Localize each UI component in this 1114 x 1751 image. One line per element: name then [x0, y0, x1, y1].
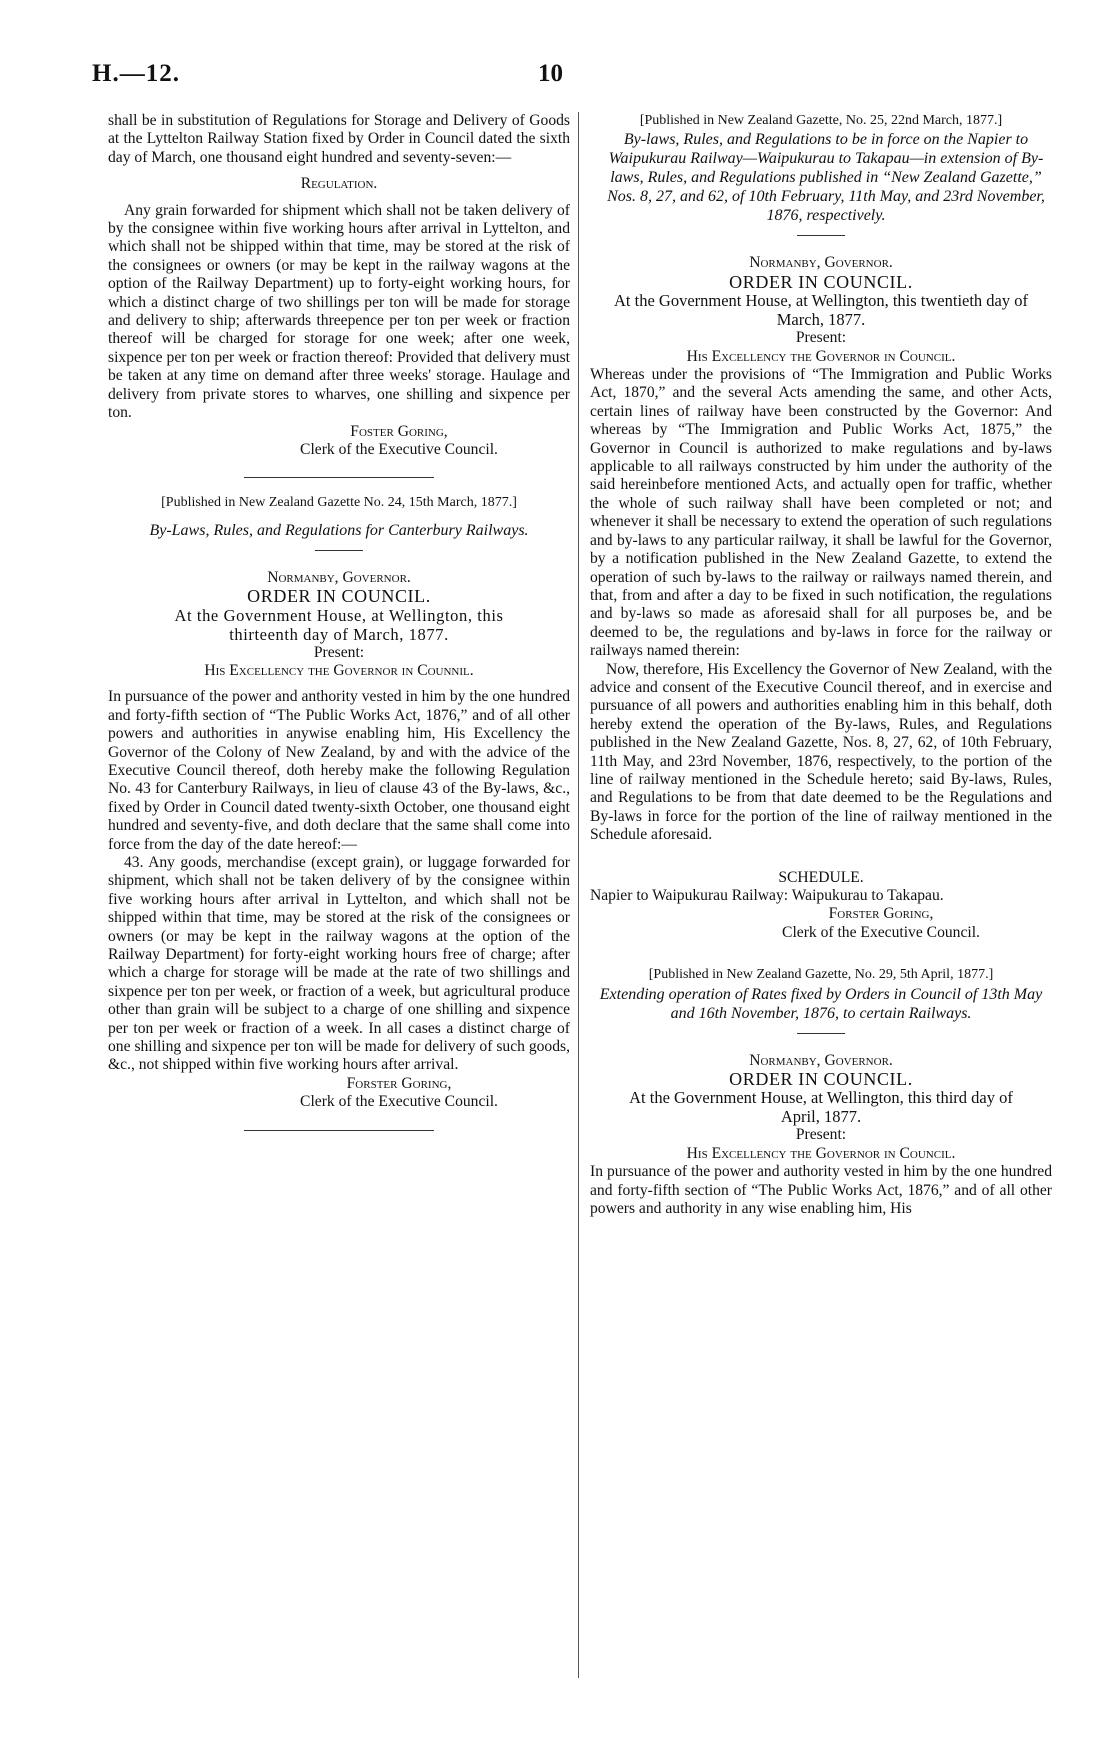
column-divider: [578, 112, 579, 1678]
order-body: In pursuance of the power and anthority vested in him by the one hundred and forty-fifth section of “The Public Works Act, 1876,” and of all other powers and authorities in anywise enabling him, His Excellency the Governor of the Colony of New Zealand, by and with the advice of the Executive Council thereof, doth hereby make the following Regulation No. 43 for Canterbury Railways, in lieu of clause 43 of the By-laws, &c., fixed by Order in Council dated twenty-sixth October, one thousand eight hundred and seventy-five, and doth declare that the same shall come into force from the day of the date hereof:—: [108, 688, 570, 853]
regulation-paragraph: Any grain forwarded for shipment which shall not be taken delivery of by the consignee within five working hours after arrival in Lyttelton, and which shall not be shipped within that time, may be stored at the risk of the consignees or owners (or may be kept in the railway wagons at the option of the Railway Department) up to forty-eight working hours, for which a distinct charge of two shillings per ton will be made for storage and delivery to ship; afterwards threepence per ton per week or fraction thereof will be charged for storage for one week; after one week, sixpence per ton per week or fraction thereof: Provided that delivery must be taken at any time on demand after three weeks' storage. Haulage and delivery from private stores to wharves, one shilling and sixpence per ton.: [108, 201, 570, 422]
governor-line: Normanby, Governor.: [749, 254, 893, 272]
governor-line: Normanby, Governor.: [267, 568, 411, 586]
present-line: Present:: [313, 643, 365, 661]
council-line: His Excellency the Governor in Counnil.: [204, 661, 474, 679]
page-number: 10: [538, 60, 563, 87]
section-divider: [244, 1130, 434, 1131]
short-divider: [797, 1033, 845, 1034]
regulation-heading: Regulation.: [300, 175, 378, 193]
intro-paragraph: shall be in substitution of Regulations for Storage and Delivery of Goods at the Lyttelton Railway Station fixed by Order in Council dated the sixth day of March, one thousand eight hundred and seventy-seven:—: [108, 112, 570, 166]
order-heading: ORDER IN COUNCIL.: [729, 1069, 913, 1090]
order-body: Whereas under the provisions of “The Immigration and Public Works Act, 1870,” and the several Acts amending the same, and other Acts, certain lines of railway have been constructed by the Governor: And whereas by “The Immigration and Public Works Act, 1875,” the Governor in Council is authorized to make regulations and by-laws applicable to all railways constructed by him under the authority of the said hereinbefore mentioned Acts, and actually open for traffic, whether the whole of such railway shall have been completed or not; and whenever it shall be necessary to extend the operation of such regulations and by-laws to any particular railway, it shall be lawful for the Governor, by a notification published in the New Zealand Gazette, to extend the operation of such by-laws to the railway or railways named therein, and that, from and after a day to be fixed in such notification, the regulations and by-laws so made as aforesaid shall for all purposes be, and be deemed to be, the regulations and by-laws in force for the railway or railways named therein:: [590, 366, 1052, 660]
notice-title: Extending operation of Rates fixed by Orders in Council of 13th May and 16th November, 1876, to certain Railways.: [599, 985, 1043, 1022]
place-date: At the Government House, at Wellington, this thirteenth day of March, 1877.: [174, 605, 504, 644]
signatory-name: Foster Goring,: [350, 422, 448, 440]
signatory-name: Forster Goring,: [828, 905, 934, 923]
order-body-continued: Now, therefore, His Excellency the Governor of New Zealand, with the advice and consent of the Executive Council thereof, and in exercise and pursuance of all powers and authorities enabling him in this behalf, doth hereby extend the operation of the By-laws, Rules, and Regulations published in the New Zealand Gazette, Nos. 8, 27, 62, of 10th February, 11th May, and 23rd November, 1876, respectively, to the portion of the line of railway mentioned in the Schedule hereto; said By-laws, Rules, and Regulations to be from that date deemed to be the Regulations and By-laws in force for the portion of the line of railway mentioned in the Schedule aforesaid.: [590, 660, 1052, 844]
signatory-title: Clerk of the Executive Council.: [300, 1093, 498, 1111]
present-line: Present:: [795, 1126, 847, 1144]
short-divider: [797, 235, 845, 236]
right-column: [590, 112, 1052, 1218]
council-line: His Excellency the Governor in Council.: [686, 1144, 956, 1162]
signatory-title: Clerk of the Executive Council.: [300, 440, 498, 458]
schedule-text: Napier to Waipukurau Railway: Waipukurau to Takapau.: [590, 887, 944, 904]
document-code: H.—12.: [92, 60, 180, 87]
publication-note: [Published in New Zealand Gazette No. 24, 15th March, 1877.]: [161, 495, 517, 511]
order-heading: ORDER IN COUNCIL.: [729, 271, 913, 292]
clause-43: 43. Any goods, merchandise (except grain), or luggage forwarded for shipment, which shall not be taken delivery of by the consignee within five working hours after arrival in Lyttelton, and which shall not be shipped within that time, may be stored at the risk of the consignees or owners (or may be kept in the railway wagons at the option of the Railway Department) for forty-eight working hours free of charge; after which a charge for storage will be made at the rate of two shillings and sixpence per ton per week, or fraction of a week, but agricultural produce other than grain will be subject to a charge of one shilling and sixpence per ton per week or fraction of a week. In all cases a distinct charge of one shilling and sixpence per ton will be made for delivery of such goods, &c., not shipped within five working hours after arrival.: [108, 854, 570, 1074]
short-divider: [315, 550, 363, 551]
governor-line: Normanby, Governor.: [749, 1051, 893, 1069]
signatory-name: Forster Goring,: [346, 1074, 452, 1092]
section-divider: [244, 477, 434, 478]
present-line: Present:: [795, 329, 847, 347]
signatory-title: Clerk of the Executive Council.: [782, 923, 980, 941]
publication-note: [Published in New Zealand Gazette, No. 29, 5th April, 1877.]: [648, 967, 994, 983]
order-body: In pursuance of the power and authority vested in him by the one hundred and forty-fifth section of “The Public Works Act, 1876,” and of all other powers and authority in any wise enabling him, His: [590, 1163, 1052, 1218]
left-column: [108, 112, 570, 1147]
order-heading: ORDER IN COUNCIL.: [247, 586, 431, 607]
publication-note: [Published in New Zealand Gazette, No. 25, 22nd March, 1877.]: [639, 113, 1003, 128]
place-date: At the Government House, at Wellington, this twentieth day of March, 1877.: [614, 291, 1028, 330]
notice-title: By-Laws, Rules, and Regulations for Canterbury Railways.: [149, 521, 529, 539]
place-date: At the Government House, at Wellington, this third day of April, 1877.: [629, 1088, 1013, 1127]
council-line: His Excellency the Governor in Council.: [686, 347, 956, 365]
notice-title: By-laws, Rules, and Regulations to be in force on the Napier to Waipukurau Railway—Waipukurau to Takapau—in extension of By-laws, Rules, and Regulations published in “New Zealand Gazette,” Nos. 8, 27, and 62, of 10th February, 11th May, and 23rd November, 1876, respectively.: [607, 131, 1045, 225]
schedule-heading: SCHEDULE.: [778, 868, 864, 886]
